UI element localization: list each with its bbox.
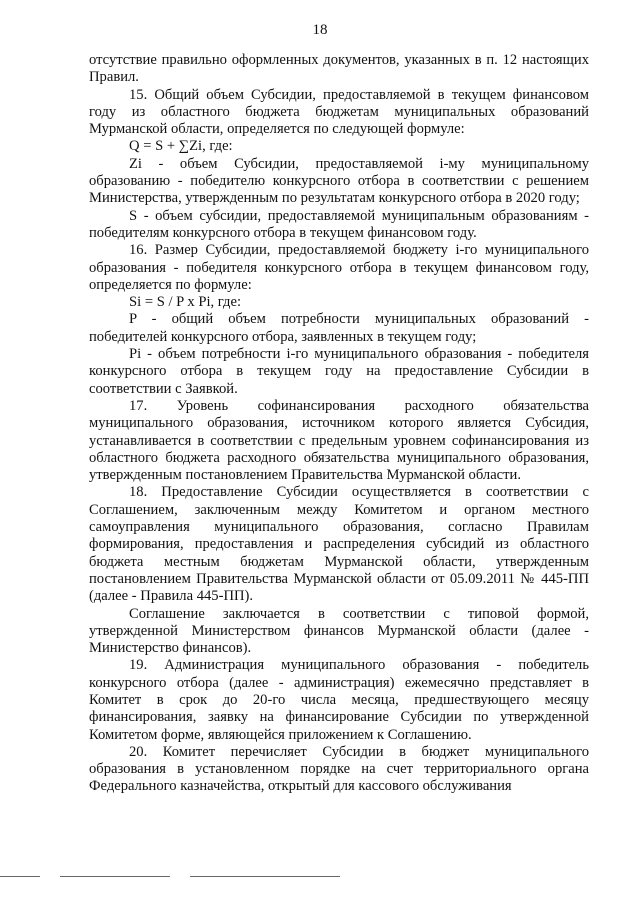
paragraph-18-agreement: Соглашение заключается в соответствии с типовой формой, утвержденной Министерством финансов Мурманской области (далее - Министерство финансов). bbox=[89, 605, 589, 657]
page-number: 18 bbox=[312, 22, 328, 38]
scan-edge-marks bbox=[0, 876, 640, 880]
paragraph-19: 19. Администрация муниципального образования - победитель конкурсного отбора (далее - администрация) ежемесячно представляет в Комитет в срок до 20-го числа месяца, предшествующего месяцу финансирования, заявку на финансирование Субсидии по утвержденной Комитетом форме, являющейся приложением к Соглашению. bbox=[89, 657, 589, 743]
definition-s: S - объем субсидии, предоставляемой муниципальным образованиям - победителям конкурсного отбора в текущем финансовом году. bbox=[89, 207, 589, 241]
paragraph-continuation: отсутствие правильно оформленных документов, указанных в п. 12 настоящих Правил. bbox=[89, 52, 589, 86]
definition-pi: Pi - объем потребности i-го муниципального образования - победителя конкурсного отбора в текущем году на предоставление Субсидии в соответствии с Заявкой. bbox=[89, 346, 589, 397]
paragraph-18: 18. Предоставление Субсидии осуществляется в соответствии с Соглашением, заключенным между Комитетом и органом местного самоуправления муниципального образования, согласно Правилам формирования, предоставления и распределения субсидий из областного бюджета местным бюджетам Мурманской области, утвержденным постановлением Правительства Мурманской области от 05.09.2011 № 445-ПП (далее - Правила 445-ПП). bbox=[89, 484, 589, 605]
paragraph-15: 15. Общий объем Субсидии, предоставляемой в текущем финансовом году из областного бюджета бюджетам муниципальных образований Мурманской области, определяется по следующей формуле: bbox=[89, 86, 589, 138]
document-body bbox=[89, 52, 589, 796]
formula-q: Q = S + ∑Zi, где: bbox=[129, 138, 233, 155]
paragraph-17: 17. Уровень софинансирования расходного обязательства муниципального образования, источником которого является Субсидия, устанавливается в соответствии с предельным уровнем софинансирования из областного бюджета расходного обязательства муниципального образования, утвержденным постановлением Правительства Мурманской области. bbox=[89, 397, 589, 484]
formula-si: Si = S / P x Pi, где: bbox=[129, 294, 242, 311]
definition-p: P - общий объем потребности муниципальных образований - победителей конкурсного отбора, заявленных в текущем году; bbox=[89, 311, 589, 345]
paragraph-16: 16. Размер Субсидии, предоставляемой бюджету i-го муниципального образования - победителя конкурсного отбора в текущем финансовом году, определяется по формуле: bbox=[89, 242, 589, 293]
definition-zi: Zi - объем Субсидии, предоставляемой i-му муниципальному образованию - победителю конкурсного отбора в соответствии с решением Министерства, утвержденным по результатам конкурсного отбора в 2020 году; bbox=[89, 155, 589, 207]
paragraph-20: 20. Комитет перечисляет Субсидии в бюджет муниципального образования в установленном порядке на счет территориального органа Федерального казначейства, открытый для кассового обслуживания bbox=[89, 743, 589, 795]
